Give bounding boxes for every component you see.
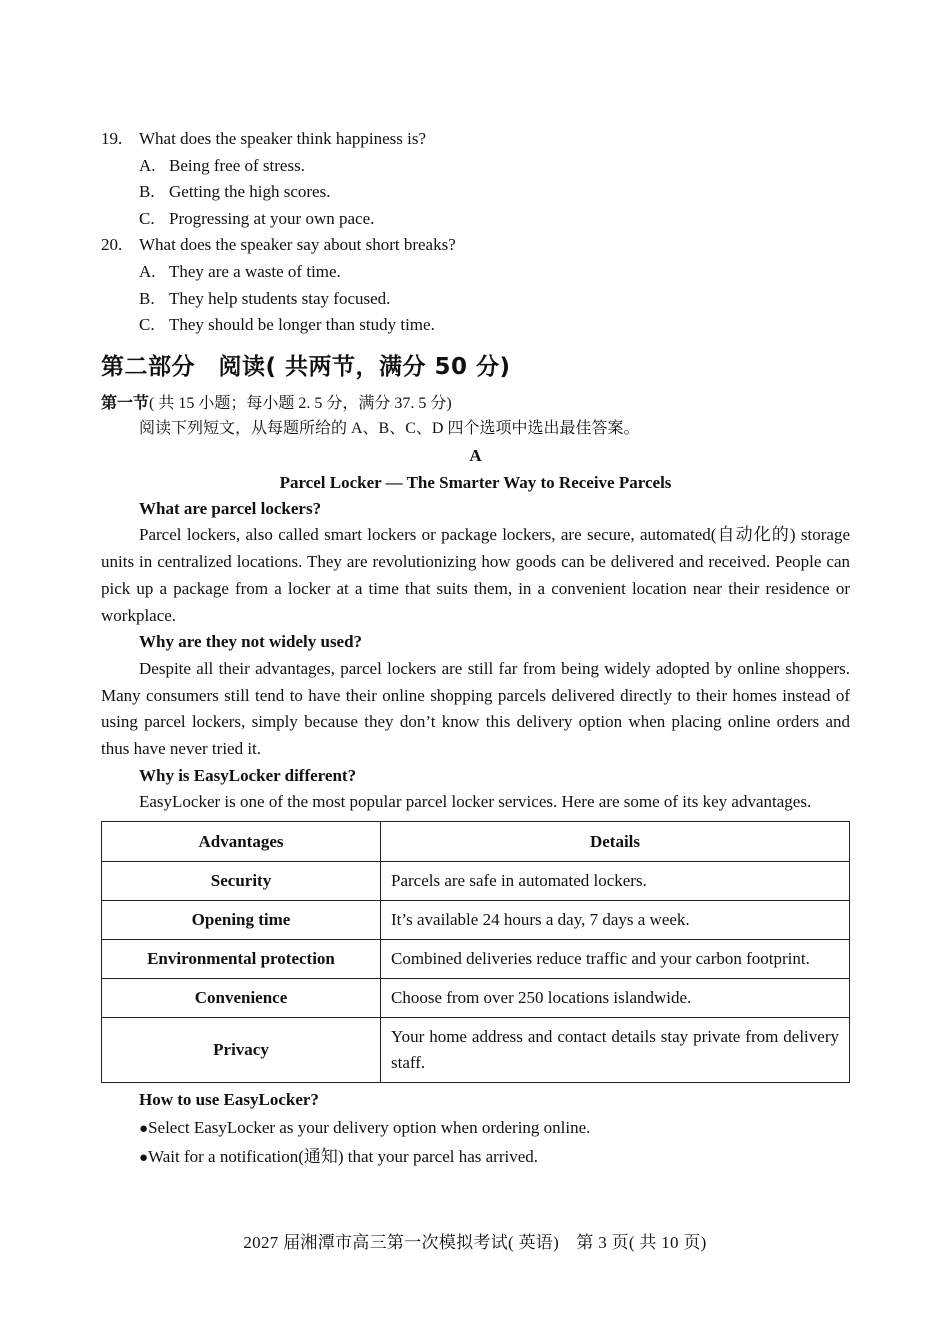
table-row — [102, 940, 850, 979]
option-c: C. Progressing at your own pace. — [139, 208, 375, 228]
passage-title: Parcel Locker — The Smarter Way to Receive Parcels — [279, 472, 672, 492]
table-cell: Privacy — [102, 1018, 381, 1083]
table-row — [102, 862, 850, 901]
section-one-title: 第一节( 共 15 小题；每小题 2. 5 分，满分 37. 5 分) — [101, 392, 452, 412]
bullet-icon: ● — [139, 1149, 149, 1166]
question-number: 19. — [101, 129, 123, 148]
page-footer: 2027 届湘潭市高三第一次模拟考试( 英语) 第 3 页( 共 10 页) — [243, 1233, 707, 1252]
table-cell: Choose from over 250 locations islandwide. — [381, 979, 850, 1018]
table-cell: Parcels are safe in automated lockers. — [381, 862, 850, 901]
exam-page — [101, 126, 850, 1172]
table-cell: Security — [102, 862, 381, 901]
paragraph-2: Despite all their advantages, parcel lockers are still far from being widely adopted by online shoppers. Many consumers still tend to have their online shopping parcels delivered directly to their homes instead of using parcel lockers, simply because they don’t know this delivery option when placing online orders and thus have never tried it. — [101, 658, 850, 759]
question-text: What does the speaker think happiness is? — [139, 129, 427, 148]
table-cell: It’s available 24 hours a day, 7 days a week. — [381, 901, 850, 940]
question-text: What does the speaker say about short breaks? — [139, 235, 456, 255]
table-header-row — [102, 822, 850, 862]
paragraph-1: Parcel lockers, also called smart lockers or package lockers, are secure, automated(自动化的) storage units in centralized locations. They are revolutionizing how goods can be delivered and received. People can pick up a package from a locker at a time that suits them, in a convenient location near their residence or workplace. — [101, 525, 850, 625]
subheading-how-to-use: How to use EasyLocker? — [139, 1090, 319, 1110]
question-19 — [101, 126, 850, 232]
table-row — [102, 1018, 850, 1083]
subheading-why-different: Why is EasyLocker different? — [139, 765, 357, 785]
table-cell: Your home address and contact details stay private from delivery staff. — [381, 1018, 850, 1083]
table-cell: Combined deliveries reduce traffic and your carbon footprint. — [381, 940, 850, 979]
table-cell: Opening time — [102, 901, 381, 940]
option-a: A. Being free of stress. — [139, 155, 305, 175]
table-row — [102, 979, 850, 1018]
table-row — [102, 901, 850, 940]
option-b: B. They help students stay focused. — [139, 288, 391, 308]
table-cell: Environmental protection — [102, 940, 381, 979]
paragraph-3: EasyLocker is one of the most popular parcel locker services. Here are some of its key advantages. — [139, 792, 812, 812]
reading-instructions: 阅读下列短文，从每题所给的 A、B、C、D 四个选项中选出最佳答案。 — [139, 419, 640, 437]
bullet-icon: ● — [139, 1120, 149, 1137]
advantages-table — [101, 821, 850, 1083]
subheading-why-not: Why are they not widely used? — [139, 632, 363, 652]
column-header: Details — [381, 822, 850, 862]
subheading-what: What are parcel lockers? — [139, 498, 322, 518]
option-a: A. They are a waste of time. — [139, 261, 341, 281]
part-two-title: 第二部分 阅读( 共两节，满分 50 分) — [101, 353, 511, 380]
option-b: B. Getting the high scores. — [139, 182, 331, 202]
column-header: Advantages — [102, 822, 381, 862]
list-item: ●Wait for a notification(通知) that your parcel has arrived. — [139, 1146, 539, 1166]
question-20 — [101, 232, 850, 338]
option-c: C. They should be longer than study time. — [139, 315, 435, 335]
table-cell: Convenience — [102, 979, 381, 1018]
question-number: 20. — [101, 235, 123, 255]
passage-letter: A — [469, 445, 482, 465]
list-item: ●Select EasyLocker as your delivery option when ordering online. — [139, 1117, 591, 1137]
